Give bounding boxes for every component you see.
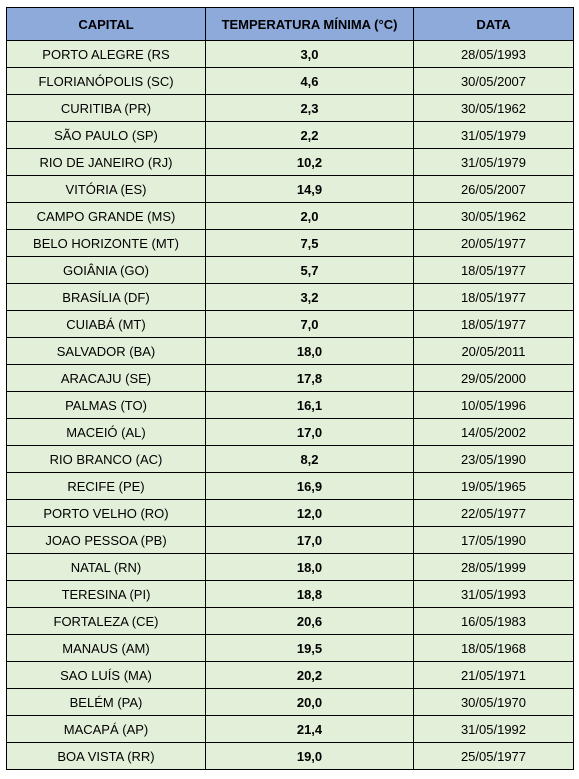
table-row bbox=[7, 554, 574, 581]
date-cell: 18/05/1977 bbox=[414, 257, 574, 284]
temperature-cell: 19,5 bbox=[206, 635, 414, 662]
date-cell: 18/05/1977 bbox=[414, 284, 574, 311]
table-row bbox=[7, 662, 574, 689]
capital-cell: SALVADOR (BA) bbox=[7, 338, 206, 365]
temperature-cell: 21,4 bbox=[206, 716, 414, 743]
table-row bbox=[7, 41, 574, 68]
capital-cell: JOAO PESSOA (PB) bbox=[7, 527, 206, 554]
temperature-cell: 16,9 bbox=[206, 473, 414, 500]
temperature-cell: 17,0 bbox=[206, 527, 414, 554]
temperature-cell: 19,0 bbox=[206, 743, 414, 770]
capital-cell: PALMAS (TO) bbox=[7, 392, 206, 419]
date-cell: 18/05/1968 bbox=[414, 635, 574, 662]
capital-cell: FORTALEZA (CE) bbox=[7, 608, 206, 635]
temperature-cell: 20,6 bbox=[206, 608, 414, 635]
temperature-cell: 5,7 bbox=[206, 257, 414, 284]
table-row bbox=[7, 635, 574, 662]
capital-cell: ARACAJU (SE) bbox=[7, 365, 206, 392]
date-cell: 10/05/1996 bbox=[414, 392, 574, 419]
temperature-cell: 2,2 bbox=[206, 122, 414, 149]
date-cell: 26/05/2007 bbox=[414, 176, 574, 203]
capital-cell: SÃO PAULO (SP) bbox=[7, 122, 206, 149]
table-row bbox=[7, 311, 574, 338]
capital-cell: BELO HORIZONTE (MT) bbox=[7, 230, 206, 257]
capital-cell: MACAPÁ (AP) bbox=[7, 716, 206, 743]
date-cell: 14/05/2002 bbox=[414, 419, 574, 446]
table-row bbox=[7, 203, 574, 230]
table-row bbox=[7, 527, 574, 554]
temperature-cell: 3,0 bbox=[206, 41, 414, 68]
temperature-cell: 18,0 bbox=[206, 338, 414, 365]
date-cell: 28/05/1993 bbox=[414, 41, 574, 68]
date-cell: 30/05/1970 bbox=[414, 689, 574, 716]
table-row bbox=[7, 149, 574, 176]
table-row bbox=[7, 581, 574, 608]
table-row bbox=[7, 176, 574, 203]
date-cell: 17/05/1990 bbox=[414, 527, 574, 554]
header-capital: CAPITAL bbox=[7, 8, 206, 41]
table-row bbox=[7, 338, 574, 365]
table-row bbox=[7, 122, 574, 149]
table-container bbox=[6, 7, 573, 770]
table-row bbox=[7, 473, 574, 500]
table-row bbox=[7, 95, 574, 122]
table-row bbox=[7, 743, 574, 770]
header-row bbox=[7, 8, 574, 41]
date-cell: 18/05/1977 bbox=[414, 311, 574, 338]
date-cell: 31/05/1993 bbox=[414, 581, 574, 608]
temperature-cell: 17,8 bbox=[206, 365, 414, 392]
date-cell: 19/05/1965 bbox=[414, 473, 574, 500]
date-cell: 30/05/1962 bbox=[414, 203, 574, 230]
temperature-cell: 20,2 bbox=[206, 662, 414, 689]
capital-cell: RECIFE (PE) bbox=[7, 473, 206, 500]
table-row bbox=[7, 230, 574, 257]
table-row bbox=[7, 500, 574, 527]
capital-cell: BRASÍLIA (DF) bbox=[7, 284, 206, 311]
capital-cell: MACEIÓ (AL) bbox=[7, 419, 206, 446]
capital-cell: VITÓRIA (ES) bbox=[7, 176, 206, 203]
table-row bbox=[7, 608, 574, 635]
table-row bbox=[7, 716, 574, 743]
temperature-cell: 7,5 bbox=[206, 230, 414, 257]
table-row bbox=[7, 446, 574, 473]
temperature-cell: 14,9 bbox=[206, 176, 414, 203]
temperature-cell: 18,8 bbox=[206, 581, 414, 608]
header-min-temperature: TEMPERATURA MÍNIMA (°C) bbox=[206, 8, 414, 41]
capital-cell: FLORIANÓPOLIS (SC) bbox=[7, 68, 206, 95]
table-body bbox=[7, 41, 574, 770]
temperature-cell: 4,6 bbox=[206, 68, 414, 95]
capital-cell: CURITIBA (PR) bbox=[7, 95, 206, 122]
capital-cell: CUIABÁ (MT) bbox=[7, 311, 206, 338]
temperature-cell: 18,0 bbox=[206, 554, 414, 581]
capital-cell: GOIÂNIA (GO) bbox=[7, 257, 206, 284]
date-cell: 16/05/1983 bbox=[414, 608, 574, 635]
date-cell: 30/05/2007 bbox=[414, 68, 574, 95]
date-cell: 31/05/1992 bbox=[414, 716, 574, 743]
temperature-cell: 12,0 bbox=[206, 500, 414, 527]
table-row bbox=[7, 392, 574, 419]
capital-cell: BELÉM (PA) bbox=[7, 689, 206, 716]
temperature-cell: 2,0 bbox=[206, 203, 414, 230]
date-cell: 21/05/1971 bbox=[414, 662, 574, 689]
table-row bbox=[7, 68, 574, 95]
capital-cell: RIO DE JANEIRO (RJ) bbox=[7, 149, 206, 176]
table-row bbox=[7, 284, 574, 311]
date-cell: 29/05/2000 bbox=[414, 365, 574, 392]
temperature-cell: 2,3 bbox=[206, 95, 414, 122]
min-temperature-table bbox=[6, 7, 574, 770]
header-date: DATA bbox=[414, 8, 574, 41]
table-row bbox=[7, 257, 574, 284]
table-row bbox=[7, 419, 574, 446]
capital-cell: RIO BRANCO (AC) bbox=[7, 446, 206, 473]
table-header bbox=[7, 8, 574, 41]
temperature-cell: 8,2 bbox=[206, 446, 414, 473]
date-cell: 28/05/1999 bbox=[414, 554, 574, 581]
capital-cell: NATAL (RN) bbox=[7, 554, 206, 581]
temperature-cell: 20,0 bbox=[206, 689, 414, 716]
capital-cell: MANAUS (AM) bbox=[7, 635, 206, 662]
capital-cell: BOA VISTA (RR) bbox=[7, 743, 206, 770]
table-row bbox=[7, 365, 574, 392]
date-cell: 31/05/1979 bbox=[414, 149, 574, 176]
temperature-cell: 16,1 bbox=[206, 392, 414, 419]
capital-cell: SAO LUÍS (MA) bbox=[7, 662, 206, 689]
table-row bbox=[7, 689, 574, 716]
capital-cell: TERESINA (PI) bbox=[7, 581, 206, 608]
date-cell: 23/05/1990 bbox=[414, 446, 574, 473]
date-cell: 20/05/2011 bbox=[414, 338, 574, 365]
temperature-cell: 7,0 bbox=[206, 311, 414, 338]
date-cell: 22/05/1977 bbox=[414, 500, 574, 527]
date-cell: 31/05/1979 bbox=[414, 122, 574, 149]
temperature-cell: 10,2 bbox=[206, 149, 414, 176]
date-cell: 20/05/1977 bbox=[414, 230, 574, 257]
capital-cell: PORTO ALEGRE (RS bbox=[7, 41, 206, 68]
date-cell: 25/05/1977 bbox=[414, 743, 574, 770]
temperature-cell: 17,0 bbox=[206, 419, 414, 446]
capital-cell: PORTO VELHO (RO) bbox=[7, 500, 206, 527]
capital-cell: CAMPO GRANDE (MS) bbox=[7, 203, 206, 230]
date-cell: 30/05/1962 bbox=[414, 95, 574, 122]
temperature-cell: 3,2 bbox=[206, 284, 414, 311]
